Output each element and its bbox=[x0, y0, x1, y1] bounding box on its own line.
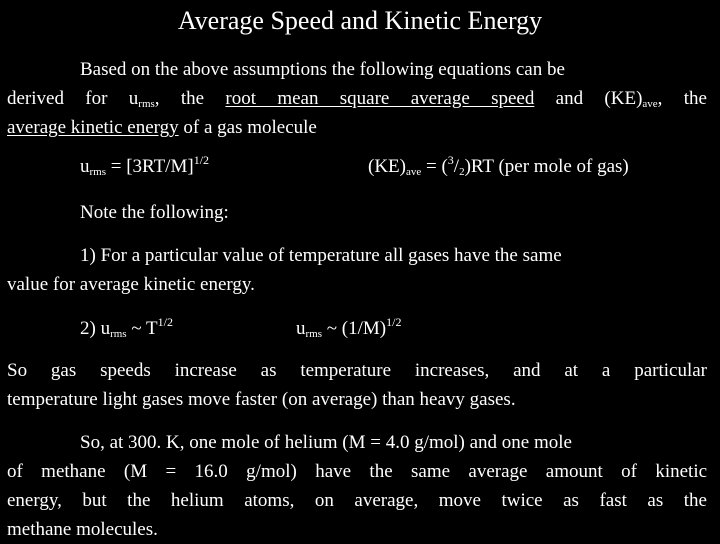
example-line-3: energy, but the helium atoms, on average, move twice as fast as the bbox=[7, 490, 707, 511]
eq-text: = ( bbox=[421, 156, 448, 177]
intro-text: , the bbox=[657, 88, 707, 109]
conclusion-line-1: So gas speeds increase as temperature increases, and at a particular bbox=[7, 360, 707, 381]
eq-text: 2) u bbox=[80, 318, 111, 339]
eq-text: / bbox=[453, 156, 460, 177]
point-1-line-2: value for average kinetic energy. bbox=[7, 274, 255, 295]
kinetic-energy-equation bbox=[368, 152, 629, 181]
conclusion-paragraph bbox=[7, 356, 707, 414]
intro-text: of a gas molecule bbox=[178, 117, 317, 138]
superscript: 1/2 bbox=[386, 315, 402, 329]
intro-line-3 bbox=[7, 113, 707, 142]
speed-mass-relation bbox=[296, 314, 401, 343]
intro-line-1: Based on the above assumptions the following equations can be bbox=[80, 59, 565, 80]
eq-text: )RT (per mole of gas) bbox=[464, 156, 629, 177]
subscript: 2 bbox=[459, 166, 465, 178]
eq-text: ~ T bbox=[126, 318, 158, 339]
slide-title: Average Speed and Kinetic Energy bbox=[177, 6, 543, 35]
subscript: rms bbox=[305, 328, 322, 340]
superscript: 3 bbox=[447, 153, 454, 167]
speed-temperature-relation bbox=[80, 314, 173, 343]
intro-text: , the bbox=[154, 88, 226, 109]
superscript: 1/2 bbox=[193, 153, 210, 167]
eq-text: (KE) bbox=[368, 156, 406, 177]
rms-equation bbox=[80, 152, 209, 181]
subscript: ave bbox=[405, 166, 422, 178]
conclusion-line-2: temperature light gases move faster (on average) than heavy gases. bbox=[7, 389, 516, 410]
subscript: rms bbox=[138, 98, 155, 110]
eq-text: u bbox=[296, 318, 306, 339]
example-line-4: methane molecules. bbox=[7, 519, 158, 540]
note-heading: Note the following: bbox=[80, 202, 229, 223]
superscript: 1/2 bbox=[157, 315, 173, 329]
example-line-2: of methane (M = 16.0 g/mol) have the same average amount of kinetic bbox=[7, 461, 708, 482]
point-1 bbox=[7, 241, 707, 299]
rms-speed-term: root mean square average speed bbox=[225, 88, 535, 109]
subscript: rms bbox=[110, 328, 127, 340]
eq-text: u bbox=[80, 156, 90, 177]
intro-paragraph bbox=[7, 55, 707, 142]
subscript: ave bbox=[642, 98, 658, 110]
intro-text: and (KE) bbox=[534, 88, 643, 109]
point-1-line-1: 1) For a particular value of temperature all gases have the same bbox=[80, 245, 562, 266]
example-line-1: So, at 300. K, one mole of helium (M = 4.0 g/mol) and one mole bbox=[80, 432, 572, 453]
intro-line-2 bbox=[7, 84, 707, 113]
intro-text: derived for u bbox=[7, 88, 139, 109]
subscript: rms bbox=[89, 166, 106, 178]
eq-text: ~ (1/M) bbox=[322, 318, 387, 339]
example-paragraph bbox=[7, 428, 707, 544]
eq-text: = [3RT/M] bbox=[106, 156, 194, 177]
average-kinetic-energy-term: average kinetic energy bbox=[7, 117, 179, 138]
